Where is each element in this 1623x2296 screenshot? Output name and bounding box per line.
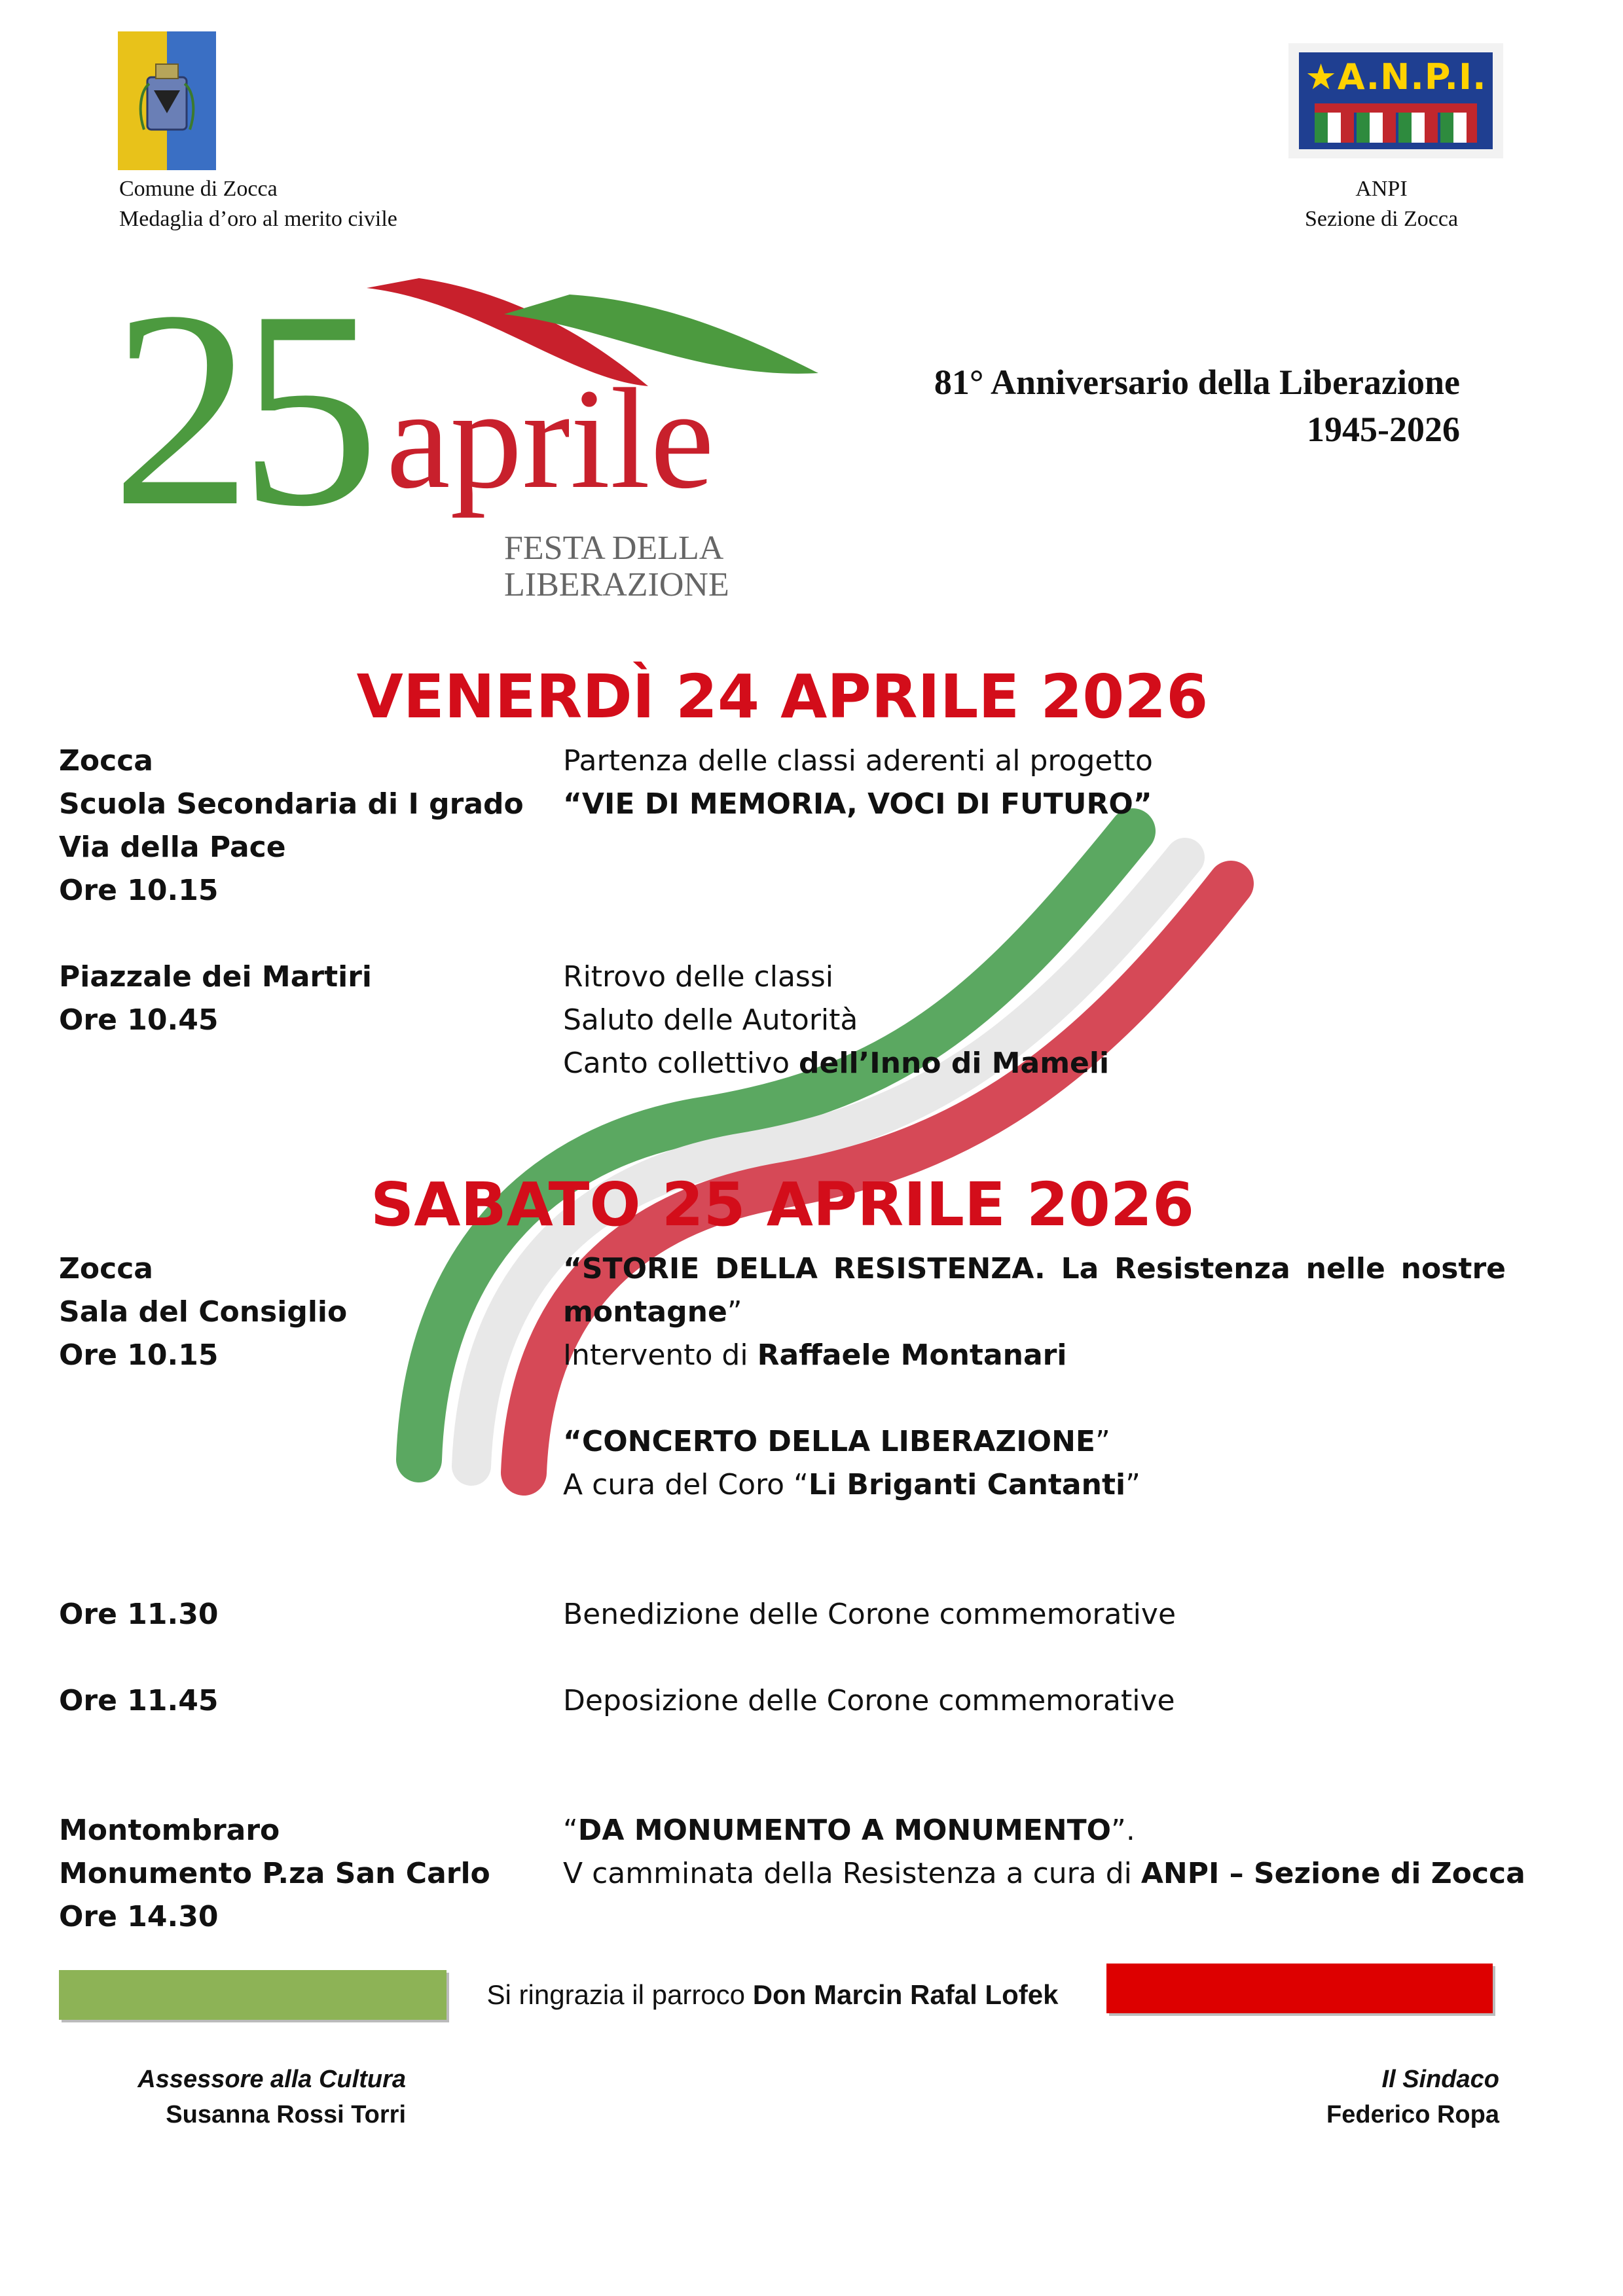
event-desc: Saluto delle Autorità	[563, 1003, 858, 1037]
quote-open: “	[563, 1814, 578, 1847]
walk-org-line	[563, 1852, 1525, 1895]
choir-line	[563, 1463, 1506, 1507]
day2-event3-desc: Deposizione delle Corone commemorative	[563, 1684, 1175, 1717]
anpi-logo	[1288, 43, 1503, 158]
sindaco-role: Il Sindaco	[1381, 2066, 1499, 2093]
place-line: Zocca	[59, 1252, 153, 1285]
time-line: Ore 14.30	[59, 1900, 219, 1933]
project-title: “VIE DI MEMORIA, VOCI DI FUTURO”	[563, 787, 1152, 821]
place-line: Scuola Secondaria di I grado	[59, 787, 524, 821]
anthem-name: dell’Inno di Mameli	[799, 1047, 1110, 1080]
logo-number: 25	[111, 253, 367, 565]
day1-event1-desc	[563, 740, 1493, 826]
event-desc	[563, 1042, 1493, 1085]
talk-title-word: montagne	[563, 1295, 727, 1329]
day2-event4-desc	[563, 1809, 1525, 1895]
festa-liberazione-logo	[111, 253, 838, 603]
event-desc: Ritrovo delle classi	[563, 960, 833, 994]
walk-org: ANPI – Sezione di Zocca	[1140, 1857, 1525, 1890]
talk-title: “STORIE DELLA RESISTENZA. La Resistenza nelle nostre	[563, 1252, 1506, 1285]
thanks-pre: Si ringrazia il parroco	[486, 1979, 753, 2010]
day2-event4-place	[59, 1809, 556, 1939]
place-line: Via della Pace	[59, 831, 286, 864]
time-line: Ore 10.45	[59, 1003, 219, 1037]
anniversary-title: 81° Anniversario della Liberazione	[934, 363, 1460, 402]
choir-name: Li Briganti Cantanti	[808, 1468, 1126, 1501]
anniversary-years: 1945-2026	[1307, 410, 1460, 449]
time-line: Ore 10.15	[59, 1338, 219, 1372]
quote-close: ”	[727, 1295, 742, 1329]
day2-event2-desc: Benedizione delle Corone commemorative	[563, 1598, 1176, 1631]
day2-title: SABATO 25 APRILE 2026	[371, 1170, 1194, 1240]
anpi-logo-text: A.N.P.I.	[1337, 56, 1487, 98]
speaker-line	[563, 1334, 1506, 1377]
parish-priest: Don Marcin Rafal Lofek	[752, 1979, 1059, 2010]
anthem-pre: Canto collettivo	[563, 1047, 799, 1080]
place-line: Montombraro	[59, 1814, 280, 1847]
comune-coat-of-arms	[118, 31, 216, 170]
quote-close: ”	[1125, 1468, 1140, 1501]
day1-event2-desc	[563, 956, 1493, 1085]
day2-event3-time: Ore 11.45	[59, 1684, 219, 1717]
anpi-name: ANPI	[1355, 177, 1408, 201]
time-line: Ore 10.15	[59, 874, 219, 907]
thanks-line	[458, 1977, 1087, 2013]
place-line: Sala del Consiglio	[59, 1295, 348, 1329]
place-line: Zocca	[59, 744, 153, 778]
day1-event1-place	[59, 740, 556, 912]
event-desc: Partenza delle classi aderenti al progetto	[563, 744, 1153, 778]
quote-close: ”.	[1111, 1814, 1135, 1847]
comune-name: Comune di Zocca	[119, 177, 278, 201]
day1-title: VENERDÌ 24 APRILE 2026	[356, 662, 1209, 732]
speaker-name: Raffaele Montanari	[757, 1338, 1067, 1372]
walk-org-pre: V camminata della Resistenza a cura di	[563, 1857, 1141, 1890]
star-icon: ★	[1305, 56, 1338, 98]
comune-medal: Medaglia d’oro al merito civile	[119, 207, 397, 231]
day2-event2-time: Ore 11.30	[59, 1598, 219, 1631]
day2-event1-desc	[563, 1247, 1506, 1507]
red-bar	[1106, 1964, 1493, 2013]
day2-event1-place	[59, 1247, 556, 1377]
concert-line	[563, 1420, 1506, 1463]
logo-subtitle: FESTA DELLA LIBERAZIONE	[504, 529, 729, 603]
green-bar	[59, 1970, 447, 2020]
speaker-pre: Intervento di	[563, 1338, 757, 1372]
sindaco-name: Federico Ropa	[1326, 2101, 1499, 2128]
anpi-section: Sezione di Zocca	[1304, 207, 1459, 231]
day1-event2-place	[59, 956, 556, 1042]
walk-title: DA MONUMENTO A MONUMENTO	[577, 1814, 1112, 1847]
assessore-name: Susanna Rossi Torri	[166, 2101, 406, 2128]
assessore-role: Assessore alla Cultura	[137, 2066, 406, 2093]
talk-title-end	[563, 1291, 1506, 1334]
concert-title: “CONCERTO DELLA LIBERAZIONE	[563, 1425, 1095, 1458]
choir-pre: A cura del Coro “	[563, 1468, 809, 1501]
walk-title-line	[563, 1809, 1493, 1852]
quote-close: ”	[1095, 1425, 1110, 1458]
place-line: Piazzale dei Martiri	[59, 960, 372, 994]
logo-word: aprile	[386, 359, 714, 518]
place-line: Monumento P.za San Carlo	[59, 1857, 490, 1890]
